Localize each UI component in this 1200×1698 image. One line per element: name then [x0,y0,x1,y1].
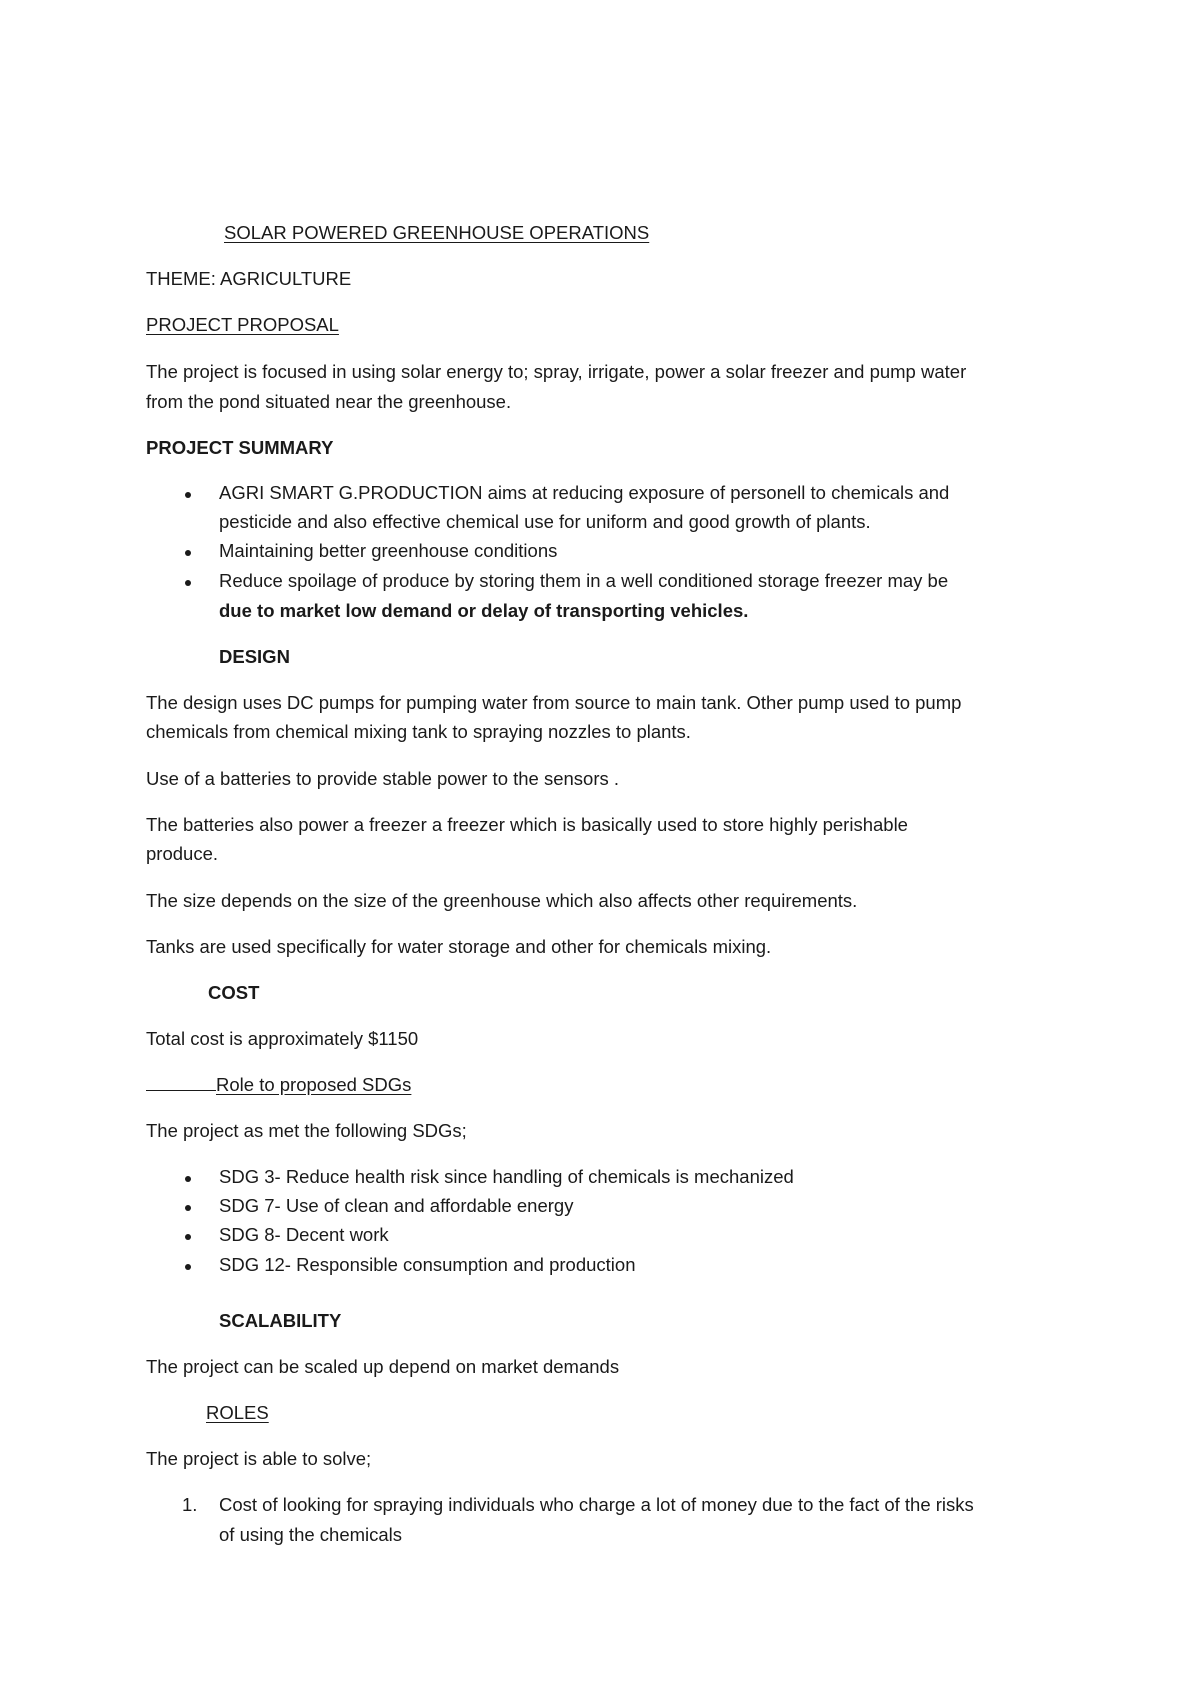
sdg-heading-text: Role to proposed SDGs [216,1074,412,1095]
bullet-icon [185,580,191,586]
proposal-text-line-1: The project is focused in using solar energy to; spray, irrigate, power a solar freezer and pump water [146,361,967,382]
proposal-text-line-2: from the pond situated near the greenhouse. [146,391,512,412]
theme-line: THEME: AGRICULTURE [146,268,352,289]
sdg-item-4: SDG 12- Responsible consumption and production [219,1254,636,1275]
summary-heading: PROJECT SUMMARY [146,437,334,458]
roles-item-1-line-1: Cost of looking for spraying individuals who charge a lot of money due to the fact of the risks [219,1494,974,1515]
roles-intro: The project is able to solve; [146,1448,372,1469]
cost-text: Total cost is approximately $1150 [146,1028,419,1049]
roles-item-1-number: 1. [182,1494,198,1515]
bullet-icon [185,492,191,498]
sdg-intro: The project as met the following SDGs; [146,1120,467,1141]
summary-item-1-line-2: pesticide and also effective chemical use for uniform and good growth of plants. [219,511,871,532]
bullet-icon [185,1234,191,1240]
scalability-heading: SCALABILITY [219,1310,342,1331]
cost-heading: COST [208,982,260,1003]
design-paragraph-1-line-2: chemicals from chemical mixing tank to spraying nozzles to plants. [146,721,691,742]
summary-item-2: Maintaining better greenhouse conditions [219,540,558,561]
design-heading: DESIGN [219,646,290,667]
design-paragraph-5: Tanks are used specifically for water storage and other for chemicals mixing. [146,936,772,957]
design-paragraph-2: Use of a batteries to provide stable power to the sensors . [146,768,620,789]
bullet-icon [185,1205,191,1211]
proposal-heading: PROJECT PROPOSAL [146,314,339,335]
bullet-icon [185,1176,191,1182]
roles-heading: ROLES [206,1402,269,1423]
heading-indent-underline [146,1089,216,1091]
summary-item-3-line-1: Reduce spoilage of produce by storing them in a well conditioned storage freezer may be [219,570,949,591]
sdg-item-2: SDG 7- Use of clean and affordable energy [219,1195,574,1216]
bullet-icon [185,550,191,556]
document-title: SOLAR POWERED GREENHOUSE OPERATIONS [224,222,650,243]
scalability-text: The project can be scaled up depend on market demands [146,1356,620,1377]
design-paragraph-1-line-1: The design uses DC pumps for pumping water from source to main tank. Other pump used to pump [146,692,962,713]
sdg-heading [146,1074,411,1096]
sdg-item-3: SDG 8- Decent work [219,1224,389,1245]
design-paragraph-4: The size depends on the size of the greenhouse which also affects other requirements. [146,890,858,911]
roles-item-1-line-2: of using the chemicals [219,1524,403,1545]
design-paragraph-3-line-2: produce. [146,843,218,864]
design-paragraph-3-line-1: The batteries also power a freezer a freezer which is basically used to store highly perishable [146,814,908,835]
summary-item-3-line-2: due to market low demand or delay of transporting vehicles. [219,600,749,621]
summary-item-1-line-1: AGRI SMART G.PRODUCTION aims at reducing exposure of personell to chemicals and [219,482,950,503]
sdg-item-1: SDG 3- Reduce health risk since handling of chemicals is mechanized [219,1166,794,1187]
bullet-icon [185,1264,191,1270]
